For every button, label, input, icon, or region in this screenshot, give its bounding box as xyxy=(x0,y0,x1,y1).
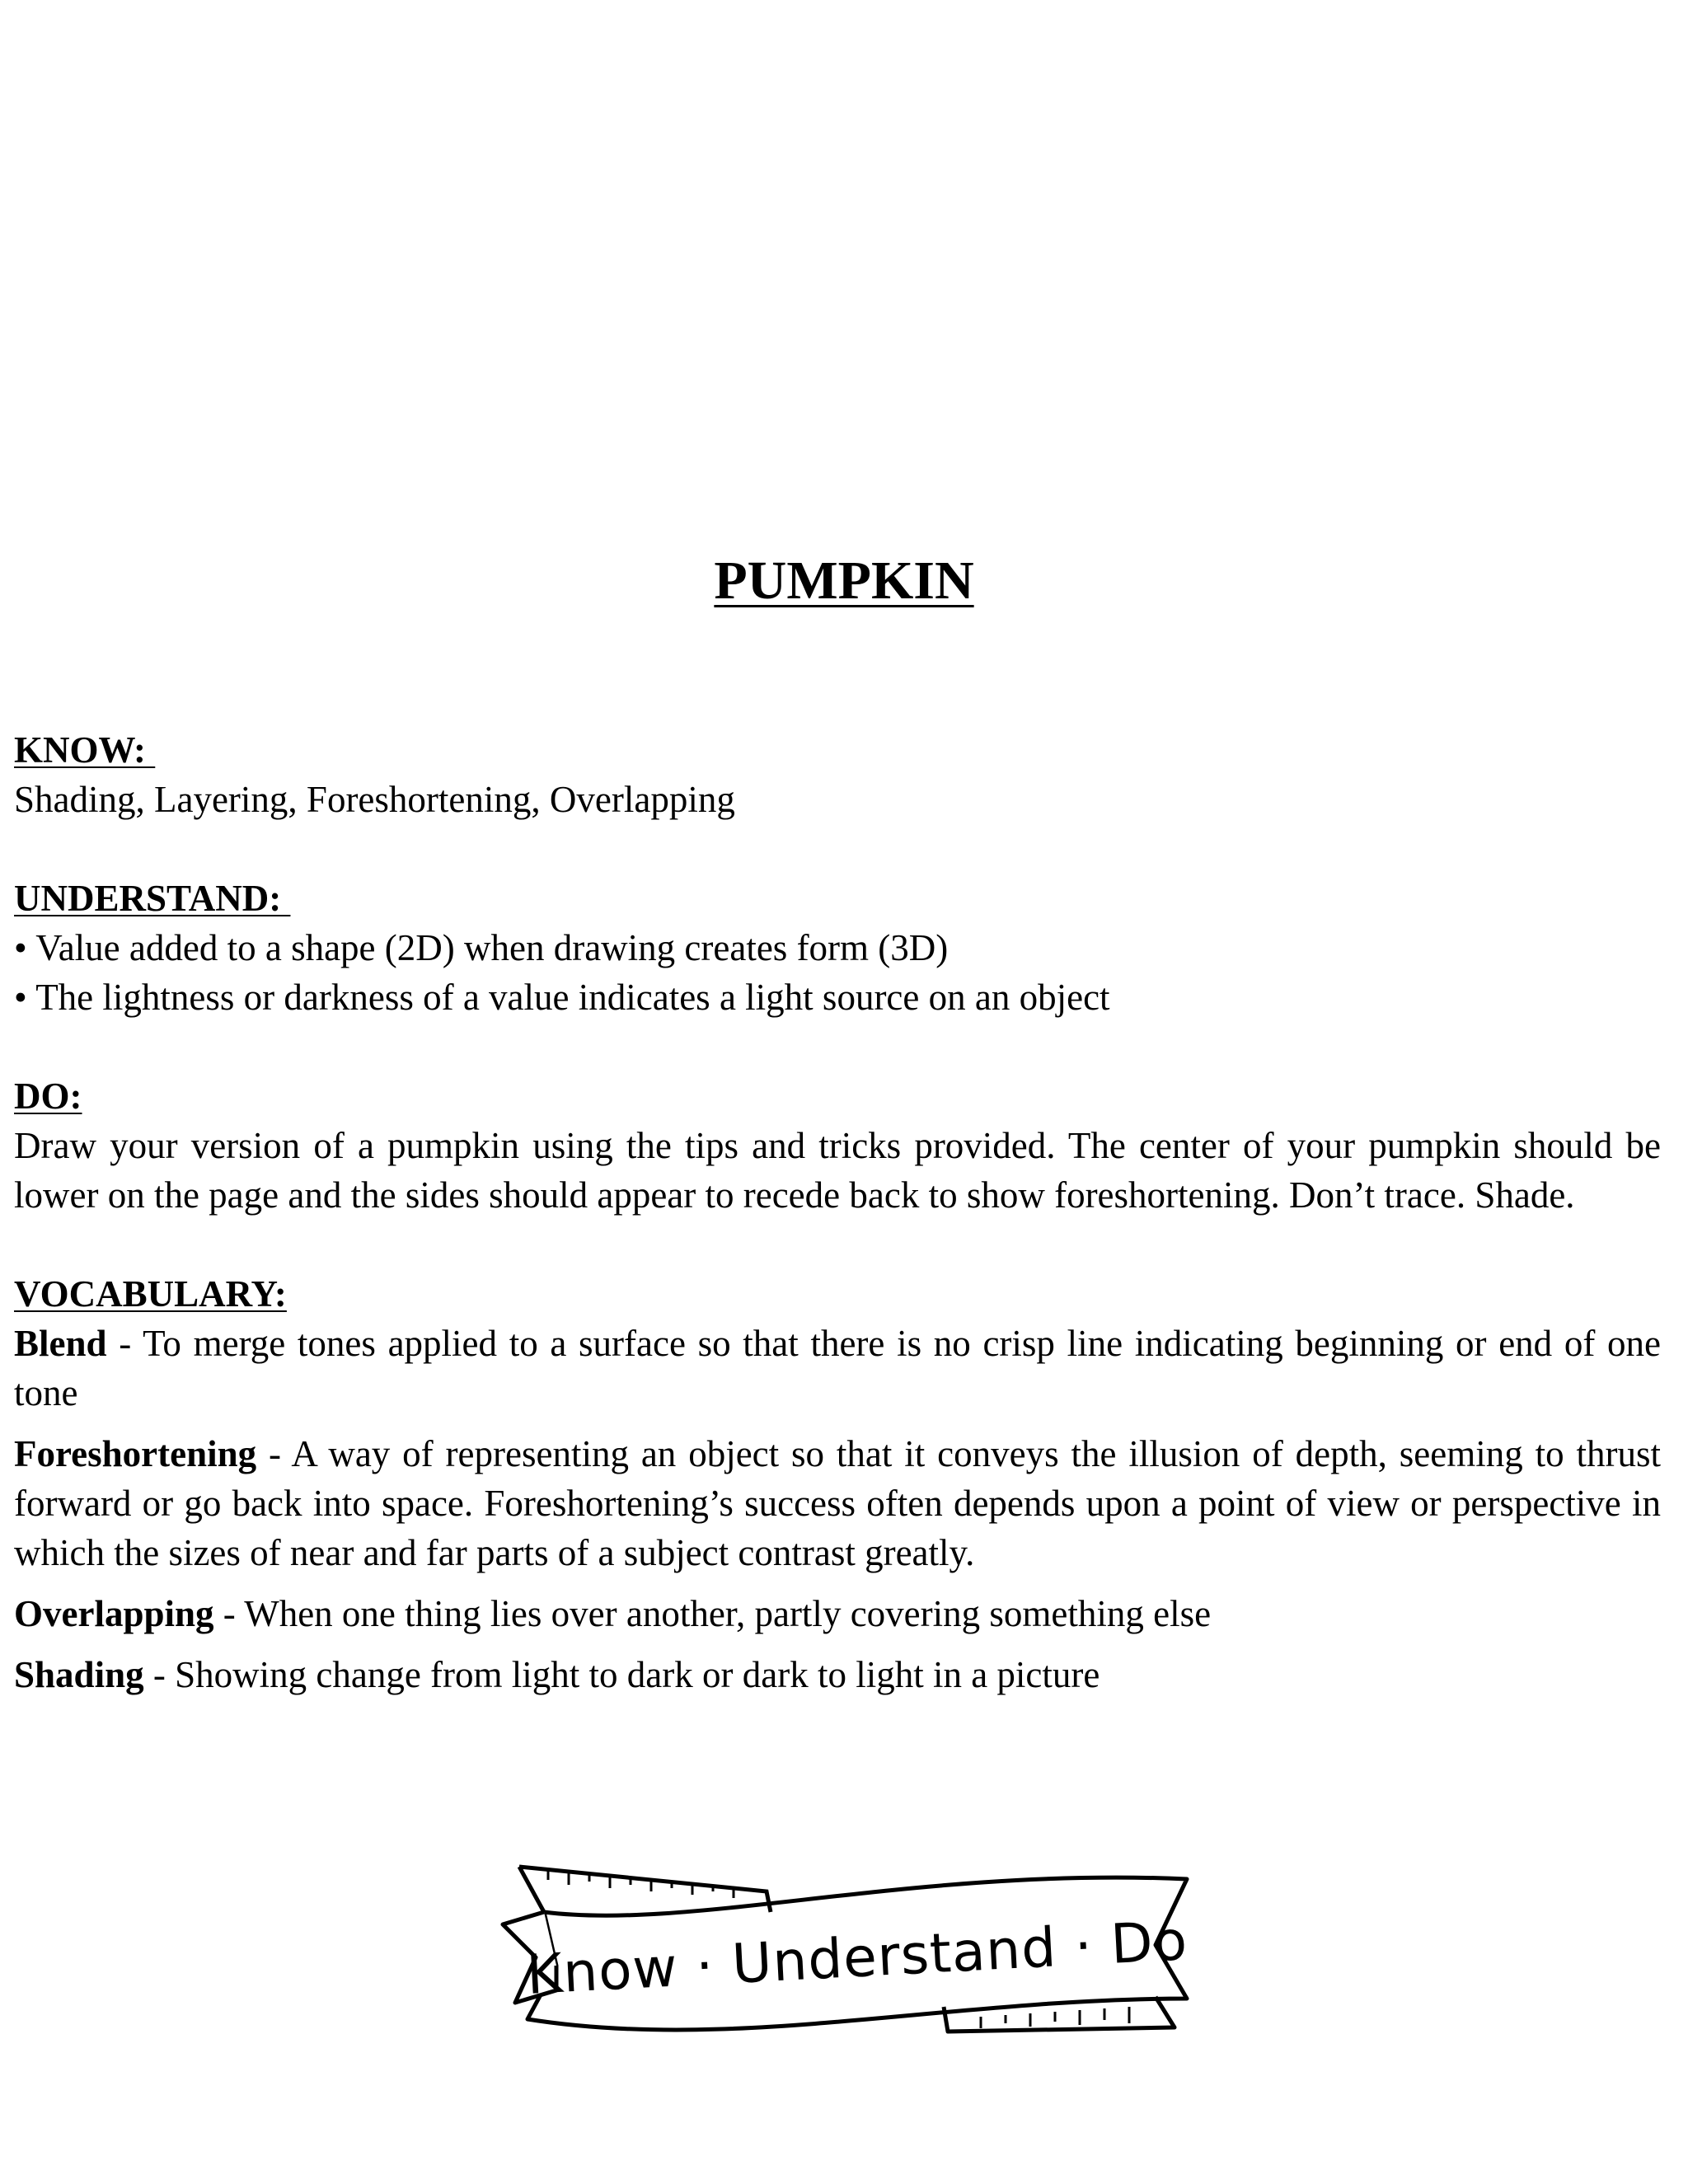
vocab-term: Overlapping xyxy=(14,1593,214,1634)
do-text: Draw your version of a pumpkin using the tips and tricks provided. The center of your pumpkin should be lower on the page and the sides should appear to recede back to show foreshortening. Don’t trace. Shade. xyxy=(14,1125,1661,1216)
vocabulary-heading: VOCABULARY: xyxy=(14,1273,287,1315)
banner-text: Know · Understand · Do xyxy=(525,1909,1189,2007)
vocab-definition: - When one thing lies over another, partly covering something else xyxy=(213,1593,1212,1634)
know-section xyxy=(14,725,1661,824)
understand-heading: UNDERSTAND: xyxy=(14,878,291,919)
understand-bullet: • The lightness or darkness of a value indicates a light source on an object xyxy=(14,977,1110,1018)
vocab-entry-shading xyxy=(14,1650,1661,1699)
vocab-entry-blend xyxy=(14,1319,1661,1418)
vocab-entry-foreshortening xyxy=(14,1429,1661,1577)
do-section xyxy=(14,1071,1661,1220)
vocab-entry-overlapping xyxy=(14,1589,1661,1638)
vocab-term: Shading xyxy=(14,1654,144,1695)
understand-section xyxy=(14,874,1661,1022)
document-body xyxy=(14,725,1661,1711)
vocab-definition: - A way of representing an object so that it conveys the illusion of depth, seeming to thrust forward or go back into space. Foreshortening’s success often depends upon a point of view or perspective in which the sizes of near and far parts of a subject contrast greatly. xyxy=(14,1433,1661,1573)
vocab-term: Blend xyxy=(14,1323,107,1364)
know-understand-do-banner xyxy=(486,1834,1228,2036)
do-heading: DO: xyxy=(14,1076,82,1117)
vocab-definition: - To merge tones applied to a surface so that there is no crisp line indicating beginning or end of one tone xyxy=(14,1323,1661,1413)
page-title: PUMPKIN xyxy=(714,551,974,611)
understand-bullet: • Value added to a shape (2D) when drawing creates form (3D) xyxy=(14,927,949,968)
vocab-term: Foreshortening xyxy=(14,1433,257,1474)
know-text: Shading, Layering, Foreshortening, Overlapping xyxy=(14,779,735,820)
vocabulary-section xyxy=(14,1269,1661,1699)
know-heading: KNOW: xyxy=(14,729,156,771)
vocab-definition: - Showing change from light to dark or dark to light in a picture xyxy=(143,1654,1100,1695)
